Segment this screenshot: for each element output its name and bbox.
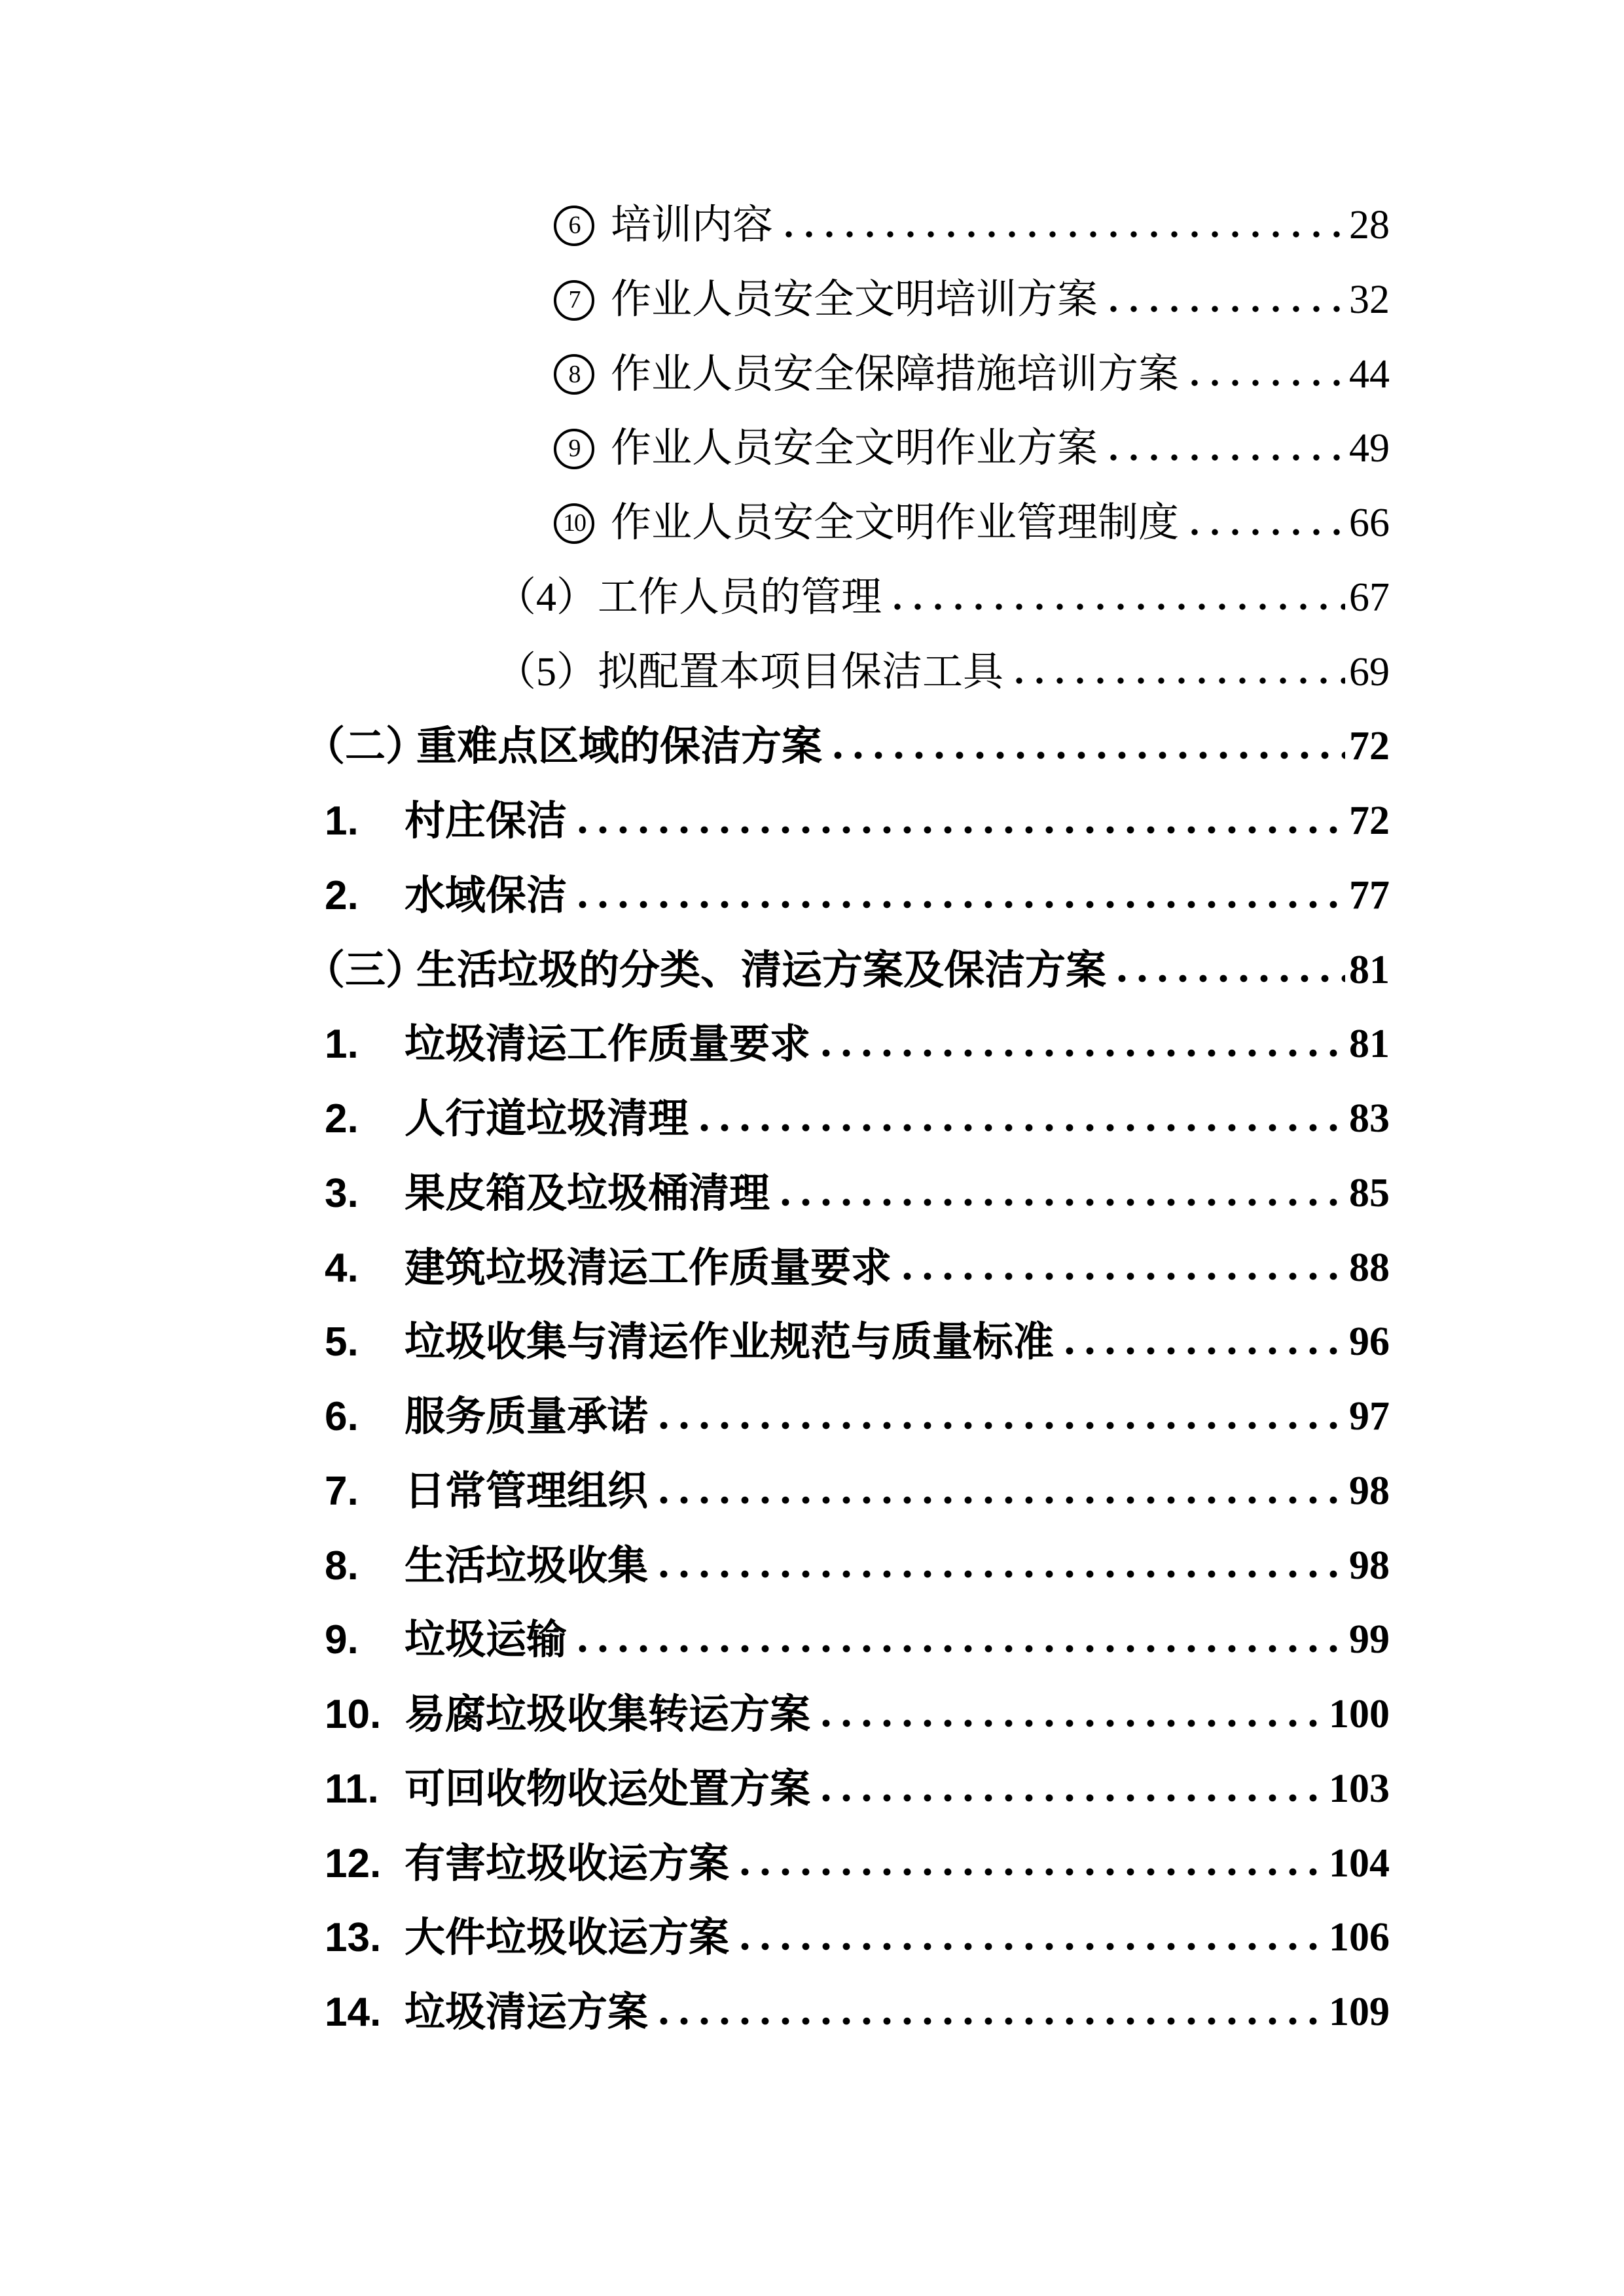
- toc-entry-page: 96: [1349, 1319, 1390, 1365]
- toc-entry-title: 果皮箱及垃圾桶清理: [405, 1170, 770, 1216]
- toc-entry-number: 6.: [325, 1394, 359, 1440]
- toc-entry-number: [554, 503, 611, 544]
- toc-entry-title: 可回收物收运处置方案: [405, 1766, 811, 1812]
- toc-entry-number: （4）: [496, 575, 598, 620]
- toc-entry-title: 建筑垃圾清运工作质量要求: [405, 1245, 892, 1291]
- circled-number: 7: [554, 280, 594, 321]
- toc-entry[interactable]: [304, 933, 1390, 1008]
- dot-leader: [1191, 486, 1345, 561]
- dot-leader: [1110, 412, 1345, 486]
- toc-entry-page: 83: [1349, 1096, 1390, 1141]
- dot-leader: [660, 1380, 1345, 1454]
- toc-entry[interactable]: [325, 784, 1390, 859]
- dot-leader: [660, 1529, 1345, 1604]
- toc-entry-page: 81: [1349, 947, 1390, 992]
- toc-entry-page: 85: [1349, 1170, 1390, 1215]
- dot-leader: [660, 1975, 1325, 2050]
- toc-entry-page: 44: [1349, 351, 1390, 397]
- toc-entry[interactable]: [325, 1157, 1390, 1231]
- dot-leader: [782, 1157, 1345, 1231]
- toc-entry-title: 作业人员安全文明作业方案: [611, 426, 1098, 471]
- dot-leader: [700, 1082, 1345, 1157]
- toc-entry-number: 11.: [325, 1766, 379, 1812]
- toc-entry-page: 72: [1349, 724, 1390, 769]
- dot-leader: [903, 1231, 1345, 1306]
- toc-entry[interactable]: [325, 1827, 1390, 1901]
- circled-number: 10: [554, 503, 594, 544]
- toc-entry-number: （5）: [496, 649, 598, 694]
- toc-entry-number: 7.: [325, 1468, 359, 1514]
- toc-entry[interactable]: [325, 1975, 1390, 2050]
- toc-entry[interactable]: [325, 1082, 1390, 1157]
- toc-entry-number: 1.: [325, 798, 359, 844]
- toc-entry-number: [554, 354, 611, 395]
- toc-entry-page: 99: [1349, 1617, 1390, 1662]
- dot-leader: [1191, 338, 1345, 412]
- toc-entry-page: 69: [1349, 649, 1390, 694]
- toc-entry-page: 72: [1349, 798, 1390, 844]
- toc-entry-title: 垃圾收集与清运作业规范与质量标准: [405, 1319, 1055, 1365]
- toc-entry-page: 49: [1349, 426, 1390, 471]
- toc-entry[interactable]: [325, 1007, 1390, 1082]
- toc-entry[interactable]: [325, 1529, 1390, 1604]
- toc-entry-page: 66: [1349, 501, 1390, 546]
- toc-entry-number: 2.: [325, 872, 359, 918]
- toc-entry[interactable]: [496, 561, 1390, 636]
- dot-leader: [579, 784, 1345, 859]
- toc-entry[interactable]: [325, 1752, 1390, 1827]
- toc-entry-number: 10.: [325, 1692, 382, 1738]
- toc-entry[interactable]: [325, 1380, 1390, 1454]
- toc-entry[interactable]: [554, 412, 1390, 486]
- dot-leader: [579, 859, 1345, 933]
- dot-leader: [822, 1677, 1325, 1752]
- toc-entry-title: 作业人员安全文明培训方案: [611, 277, 1098, 322]
- toc-entry-title: 拟配置本项目保洁工具: [598, 649, 1004, 694]
- toc-entry-title: 日常管理组织: [405, 1468, 649, 1514]
- toc-entry-number: 2.: [325, 1096, 359, 1142]
- toc-entry-number: （二）: [304, 724, 427, 770]
- toc-entry-title: 村庄保洁: [405, 798, 568, 844]
- toc-entry[interactable]: [325, 1454, 1390, 1529]
- circled-number: 6: [554, 206, 594, 246]
- toc-entry-number: 12.: [325, 1840, 382, 1886]
- toc-entry-number: 3.: [325, 1170, 359, 1216]
- toc-entry-title: 人行道垃圾清理: [405, 1096, 689, 1142]
- toc-entry-number: （三）: [304, 947, 427, 993]
- toc-entry-page: 77: [1349, 872, 1390, 918]
- toc-entry[interactable]: [554, 486, 1390, 561]
- toc-entry-title: 作业人员安全保障措施培训方案: [611, 351, 1180, 397]
- circled-number: 9: [554, 429, 594, 469]
- circled-number: 8: [554, 354, 594, 395]
- dot-leader: [822, 1007, 1345, 1082]
- toc-entry-number: 4.: [325, 1245, 359, 1291]
- dot-leader: [834, 709, 1345, 784]
- toc-entry-page: 104: [1329, 1840, 1390, 1886]
- toc-entry-title: 大件垃圾收运方案: [405, 1915, 730, 1961]
- toc-entry-number: [554, 206, 611, 246]
- dot-leader: [785, 188, 1345, 263]
- toc-entry[interactable]: [325, 1677, 1390, 1752]
- toc-entry-page: 98: [1349, 1468, 1390, 1513]
- toc-entry-page: 67: [1349, 575, 1390, 620]
- toc-entry-title: 工作人员的管理: [598, 575, 882, 620]
- dot-leader: [1110, 263, 1345, 338]
- toc-entry[interactable]: [496, 636, 1390, 710]
- toc-entry-page: 97: [1349, 1394, 1390, 1439]
- dot-leader: [1118, 933, 1345, 1008]
- toc-entry-title: 水域保洁: [405, 872, 568, 918]
- toc-entry-number: 8.: [325, 1543, 359, 1588]
- toc-entry-title: 生活垃圾收集: [405, 1543, 649, 1588]
- toc-entry-title: 垃圾清运方案: [405, 1990, 649, 2036]
- toc-entry-title: 培训内容: [611, 203, 774, 248]
- toc-entry-page: 106: [1329, 1915, 1390, 1960]
- toc-entry[interactable]: [554, 338, 1390, 412]
- toc-entry-page: 88: [1349, 1245, 1390, 1290]
- toc-entry-title: 重难点区域的保洁方案: [416, 724, 823, 770]
- dot-leader: [660, 1454, 1345, 1529]
- toc-entry-page: 28: [1349, 203, 1390, 248]
- dot-leader: [1066, 1305, 1345, 1380]
- toc-entry-number: 1.: [325, 1022, 359, 1067]
- dot-leader: [1015, 636, 1345, 710]
- dot-leader: [741, 1827, 1325, 1901]
- toc-entry-page: 81: [1349, 1022, 1390, 1067]
- toc-entry[interactable]: [304, 709, 1390, 784]
- toc-entry-number: [554, 429, 611, 469]
- toc-entry[interactable]: [325, 1901, 1390, 1975]
- toc-entry-title: 垃圾清运工作质量要求: [405, 1022, 811, 1067]
- dot-leader: [822, 1752, 1325, 1827]
- toc-entry-page: 98: [1349, 1543, 1390, 1588]
- toc-entry-number: 9.: [325, 1617, 359, 1663]
- toc-entry-title: 生活垃圾的分类、清运方案及保洁方案: [416, 947, 1107, 993]
- toc-entry[interactable]: [325, 1305, 1390, 1380]
- dot-leader: [741, 1901, 1325, 1975]
- toc-entry[interactable]: [325, 1231, 1390, 1306]
- toc-entry-page: 109: [1329, 1990, 1390, 2035]
- toc-entry-number: 5.: [325, 1319, 359, 1365]
- toc-entry-number: 14.: [325, 1990, 382, 2036]
- toc-entry-title: 服务质量承诺: [405, 1394, 649, 1440]
- toc-entry[interactable]: [325, 1603, 1390, 1677]
- toc-entry[interactable]: [325, 859, 1390, 933]
- dot-leader: [579, 1603, 1345, 1677]
- toc-entry-title: 有害垃圾收运方案: [405, 1840, 730, 1886]
- toc-entry[interactable]: [554, 263, 1390, 338]
- toc-entry-title: 作业人员安全文明作业管理制度: [611, 501, 1180, 546]
- toc-entry-page: 32: [1349, 277, 1390, 322]
- toc-entry-number: 13.: [325, 1915, 382, 1961]
- dot-leader: [893, 561, 1345, 636]
- toc-entry-title: 垃圾运输: [405, 1617, 568, 1663]
- toc-entry-number: [554, 280, 611, 321]
- toc-entry[interactable]: [554, 188, 1390, 263]
- toc-entry-title: 易腐垃圾收集转运方案: [405, 1692, 811, 1738]
- toc-entry-page: 100: [1329, 1692, 1390, 1737]
- toc-entry-page: 103: [1329, 1766, 1390, 1811]
